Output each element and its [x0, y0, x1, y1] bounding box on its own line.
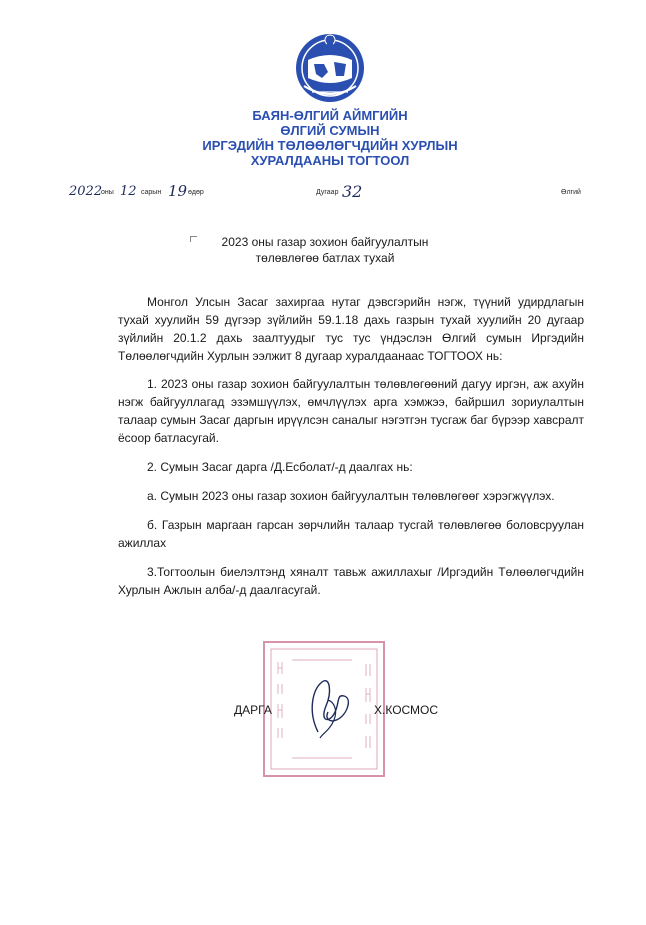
- header-line-1: БАЯН-ӨЛГИЙ АЙМГИЙН: [252, 108, 408, 123]
- date-day: 19: [168, 182, 188, 200]
- number-label: Дугаар: [316, 189, 339, 196]
- document-body: [118, 293, 584, 599]
- item-3-paragraph: 3.Тогтоолын биелэлтэнд хяналт тавьж ажиллахыг /Иргэдийн Төлөөлөгчдийн Хурлын Ажлын алба/-д даалгасугай.: [118, 565, 584, 597]
- signatory-title: ДАРГА: [234, 703, 272, 717]
- date-year: 2022: [69, 184, 103, 199]
- preamble-paragraph: Монгол Улсын Засаг захиргаа нутаг дэвсгэрийн нэгж, түүний удирдлагын тухай хуулийн 59 дүгээр зүйлийн 59.1.18 дахь газрын тухай хуулийн 20 дугаар зүйлийн 20.1.2 дахь заалтуудыг тус тус үндэслэн Өлгий сумын Иргэдийн Төлөөлөгчдийн Хурлын ээлжит 8 дугаар хуралдаанаас ТОГТООХ нь:: [118, 295, 584, 363]
- document-header: [170, 108, 490, 168]
- item-2b-paragraph: б. Газрын маргаан гарсан зөрчлийн талаар тусгай төлөвлөгөө боловсруулан ажиллах: [118, 518, 584, 550]
- subject-corner-mark: [190, 236, 197, 242]
- signatory-name: Х.КОСМОС: [374, 703, 439, 717]
- subject-line-2: төлөвлөгөө батлах тухай: [255, 251, 395, 265]
- mongolia-emblem-icon: [294, 30, 366, 104]
- place-name: Өлгий: [561, 189, 581, 196]
- document-subject: [200, 234, 450, 266]
- item-2-paragraph: 2. Сумын Засаг дарга /Д.Есболат/-д даалгах нь:: [147, 460, 413, 474]
- date-month: 12: [120, 184, 137, 199]
- header-line-3: ИРГЭДИЙН ТӨЛӨӨЛӨГЧДИЙН ХУРЛЫН: [202, 138, 458, 153]
- subject-line-1: 2023 оны газар зохион байгуулалтын: [221, 235, 429, 249]
- document-number: 32: [342, 182, 363, 201]
- date-month-suffix: сарын: [141, 189, 162, 196]
- item-1-paragraph: 1. 2023 оны газар зохион байгуулалтын төлөвлөгөөний дагуу иргэн, аж ахуйн нэгж байгууллагад эзэмшүүлэх, өмчлүүлэх арга хэмжээ, байршил зориулалтын талаар сумын Засаг даргын ирүүлсэн саналыг нэгэтгэн тусгаж баг бүрээр хавсралт ёсоор батласугай.: [118, 377, 584, 445]
- date-day-suffix: өдөр: [188, 189, 204, 196]
- item-2a-paragraph: а. Сумын 2023 оны газар зохион байгуулалтын төлөвлөгөөг хэрэгжүүлэх.: [147, 489, 555, 503]
- date-year-suffix: оны: [101, 189, 114, 196]
- header-line-4: ХУРАЛДААНЫ ТОГТООЛ: [250, 153, 410, 168]
- date-row: [0, 182, 646, 204]
- handwritten-signature-icon: [298, 672, 360, 742]
- header-line-2: ӨЛГИЙ СУМЫН: [280, 123, 380, 138]
